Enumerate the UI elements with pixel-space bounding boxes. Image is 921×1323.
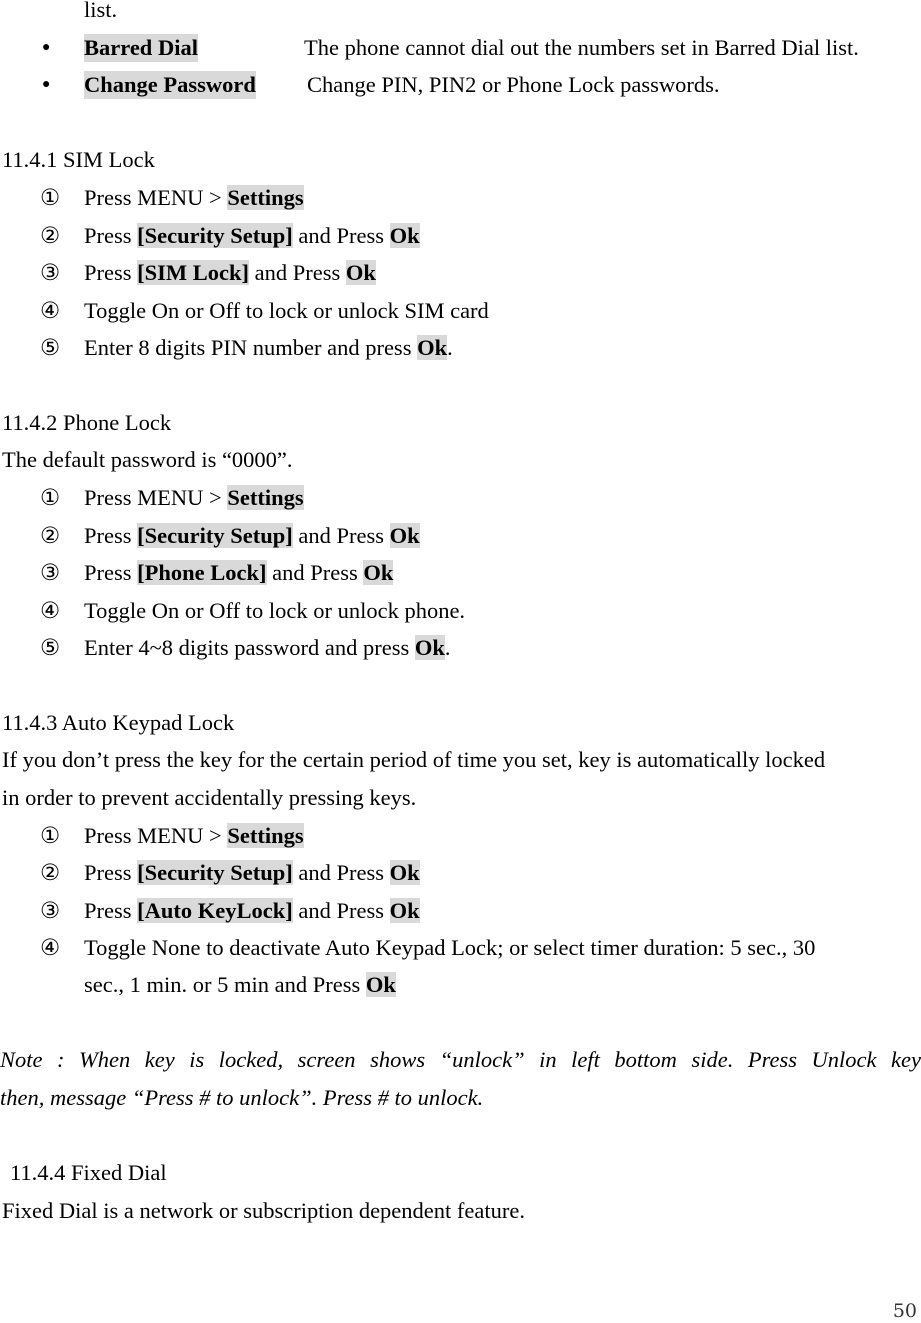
step-text: Press [Security Setup] and Press Ok [84, 523, 420, 548]
step-text: Press [SIM Lock] and Press Ok [84, 260, 376, 285]
page-number: 50 [892, 1300, 917, 1322]
step-text: Toggle On or Off to lock or unlock SIM card [84, 298, 489, 323]
step-text: Press MENU > Settings [84, 823, 304, 848]
bullet-term: Change Password [84, 72, 256, 97]
auto-keypad-intro-line: If you don’t press the key for the certain period of time you set, key is automatically locked [2, 747, 826, 772]
step-number: ③ [40, 260, 61, 285]
fixed-dial-intro: Fixed Dial is a network or subscription dependent feature. [2, 1198, 525, 1223]
step-text: Press MENU > Settings [84, 485, 304, 510]
bullet-desc: Change PIN, PIN2 or Phone Lock passwords. [307, 72, 720, 97]
step-text: Press [Security Setup] and Press Ok [84, 223, 420, 248]
step-text: Enter 4~8 digits password and press Ok. [84, 635, 451, 660]
step-text: Press [Phone Lock] and Press Ok [84, 560, 394, 585]
step-number: ③ [40, 560, 61, 585]
bullet-dot-icon: ● [42, 77, 51, 92]
step-number: ② [40, 223, 61, 248]
phone-lock-intro: The default password is “0000”. [2, 447, 293, 472]
step-number: ① [40, 485, 61, 510]
step-number: ② [40, 860, 61, 885]
step-text: Toggle On or Off to lock or unlock phone. [84, 598, 466, 623]
step-number: ③ [40, 898, 61, 923]
step-number: ⑤ [40, 635, 61, 660]
step-text: Toggle None to deactivate Auto Keypad Lock; or select timer duration: 5 sec., 30 [84, 935, 816, 960]
section-heading-phone-lock: 11.4.2 Phone Lock [2, 410, 172, 435]
section-heading-sim-lock: 11.4.1 SIM Lock [2, 147, 155, 172]
bullet-desc: The phone cannot dial out the numbers set in Barred Dial list. [304, 35, 859, 60]
continued-text: list. [84, 0, 118, 22]
step-number: ④ [40, 298, 61, 323]
bullet-dot-icon: ● [42, 40, 51, 55]
bullet-term: Barred Dial [84, 35, 198, 60]
step-text: Press [Security Setup] and Press Ok [84, 860, 420, 885]
auto-keypad-intro-line: in order to prevent accidentally pressing keys. [2, 785, 417, 810]
step-number: ④ [40, 598, 61, 623]
step-text: Enter 8 digits PIN number and press Ok. [84, 335, 453, 360]
step-text: Press MENU > Settings [84, 185, 304, 210]
section-heading-auto-keypad-lock: 11.4.3 Auto Keypad Lock [2, 710, 235, 735]
note-line: then, message “Press # to unlock”. Press # to unlock. [0, 1085, 484, 1110]
step-number: ② [40, 523, 61, 548]
step-number: ④ [40, 935, 61, 960]
step-number: ⑤ [40, 335, 61, 360]
note-line: Note : When key is locked, screen shows “unlock” in left bottom side. Press Unlock key [0, 1047, 921, 1072]
section-heading-fixed-dial: 11.4.4 Fixed Dial [10, 1160, 167, 1185]
step-text: sec., 1 min. or 5 min and Press Ok [84, 972, 396, 997]
step-number: ① [40, 823, 61, 848]
step-number: ① [40, 185, 61, 210]
step-text: Press [Auto KeyLock] and Press Ok [84, 898, 420, 923]
